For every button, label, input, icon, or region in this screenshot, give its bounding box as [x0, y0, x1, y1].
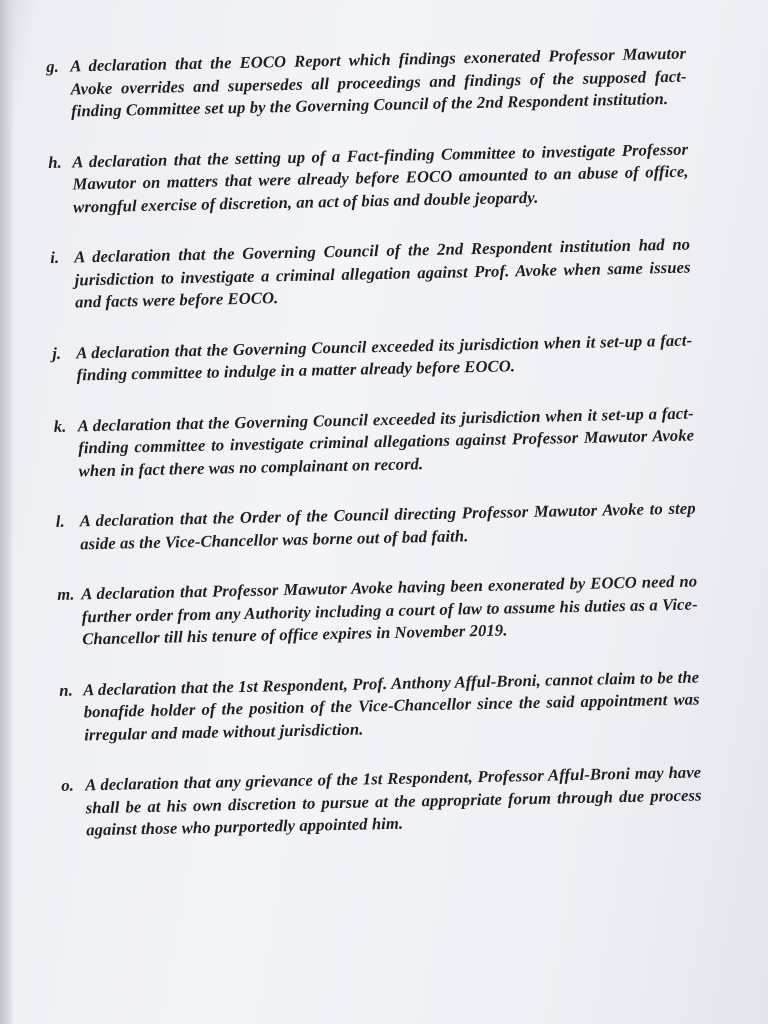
- item-marker: l.: [55, 511, 65, 531]
- item-text: A declaration that the Governing Council exceeded its jurisdiction when it set-up a fact-finding committee to indulge in a matter already before EOCO.: [76, 330, 693, 385]
- page-fold-shadow: [0, 0, 14, 1024]
- item-marker: j.: [52, 343, 62, 363]
- item-text: A declaration that the Governing Council exceeded its jurisdiction when it set-up a fact-finding committee to investigate criminal allegations against Professor Mawutor Avoke when in fact there was no complainant on record.: [77, 403, 695, 480]
- declaration-item-h: [48, 138, 689, 219]
- item-marker: h.: [48, 152, 62, 172]
- declaration-item-n: [59, 666, 700, 747]
- declaration-item-g: [46, 43, 687, 124]
- declarations-list: [46, 43, 703, 871]
- item-marker: g.: [46, 56, 60, 76]
- item-marker: i.: [50, 247, 60, 267]
- item-marker: o.: [61, 775, 75, 795]
- declaration-item-m: [57, 570, 698, 651]
- item-text: A declaration that Professor Mawutor Avoke having been exonerated by EOCO need no further order from any Authority including a court of law to assume his duties as a Vice-Chancellor till his tenure of office expires in November 2019.: [81, 571, 698, 649]
- item-text: A declaration that any grievance of the 1st Respondent, Professor Afful-Broni may have shall be at his own discretion to pursue at the appropriate forum through due process against those who purportedly appointed him.: [85, 762, 702, 840]
- item-text: A declaration that the Governing Council of the 2nd Respondent institution had no jurisdiction to investigate a criminal allegation against Prof. Avoke when same issues and facts were before EOCO.: [74, 234, 691, 312]
- item-text: A declaration that the Order of the Council directing Professor Mawutor Avoke to step aside as the Vice-Chancellor was borne out of bad faith.: [79, 498, 696, 553]
- declaration-item-k: [54, 402, 695, 483]
- item-text: A declaration that the EOCO Report which findings exonerated Professor Mawutor Avoke overrides and supersedes all proceedings and findings of the supposed fact-finding Committee set up by the Governing Council of the 2nd Respondent institution.: [70, 43, 687, 121]
- declaration-item-o: [61, 761, 702, 842]
- item-marker: n.: [59, 680, 74, 700]
- item-marker: m.: [57, 584, 75, 604]
- item-text: A declaration that the 1st Respondent, Prof. Anthony Afful-Broni, cannot claim to be the bonafide holder of the position of the Vice-Chancellor since the said appointment was irregular and made without jurisdiction.: [83, 666, 700, 744]
- declaration-item-j: [52, 329, 693, 387]
- item-marker: k.: [53, 416, 67, 436]
- declaration-item-l: [56, 497, 697, 555]
- declaration-item-i: [50, 234, 691, 315]
- item-text: A declaration that the setting up of a Fact-finding Committee to investigate Professor Mawutor on matters that were already before EOCO amounted to an abuse of office, wrongful exercise of discretion, an act of bias and double jeopardy.: [72, 139, 689, 216]
